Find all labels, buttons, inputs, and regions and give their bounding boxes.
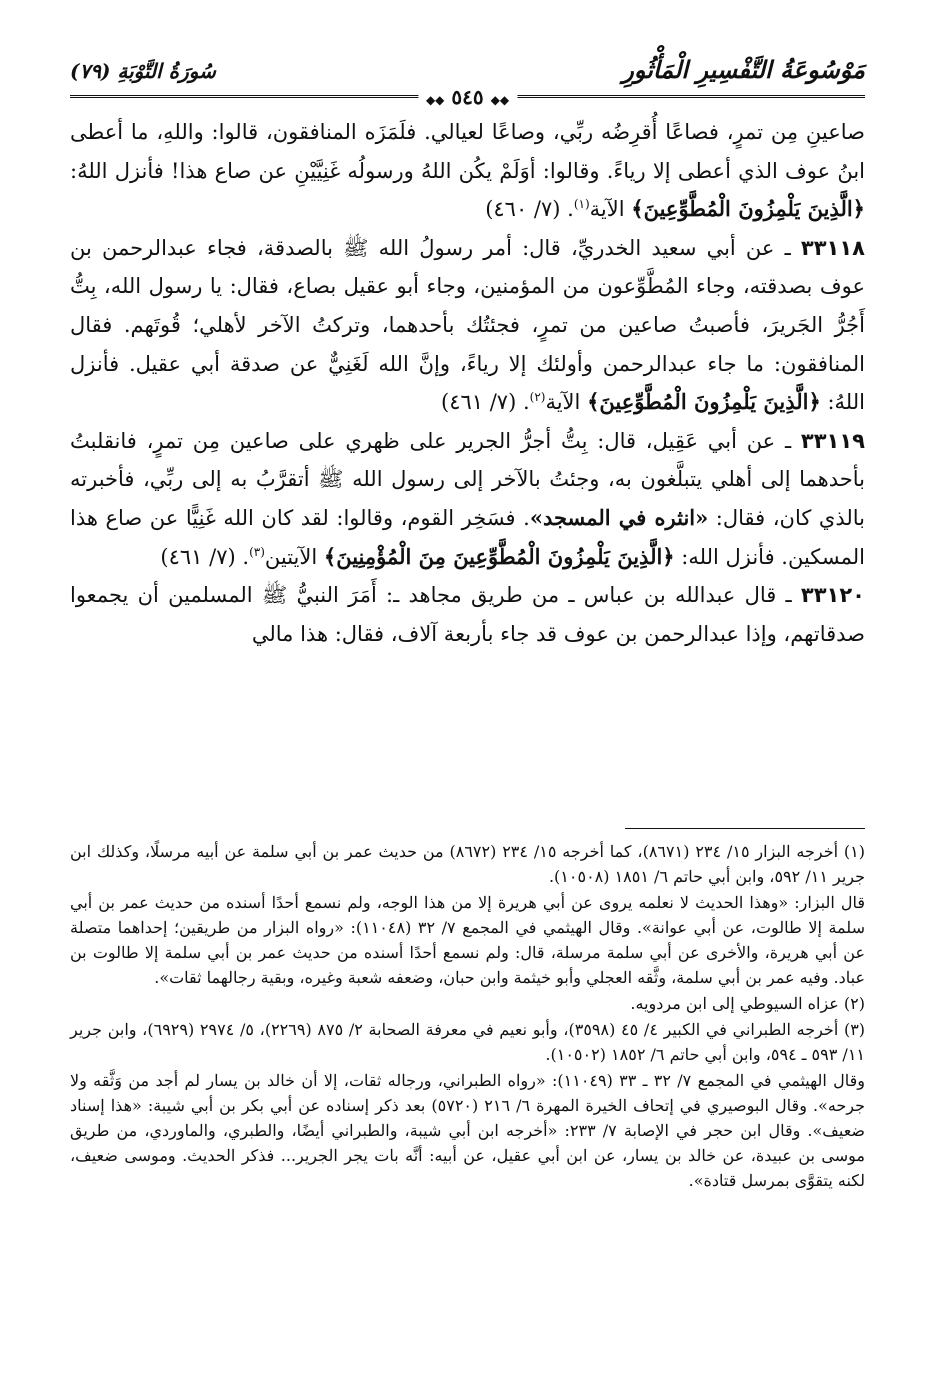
prophet-quote: «انثره في المسجد» — [529, 504, 709, 530]
hadith-entry: ٣٣١١٩ ـ عن أبي عَقِيل، قال: بِتُّ أجرُّ الجرير على ظهري على صاعين مِن تمرٍ، فانقلبتُ بأحدهما إلى أهلي يتبلَّغون به، وجئتُ بالآخر إلى رسول الله ﷺ أتقرَّبُ به إلى ربِّي، فأخبرته بالذي كان، فقال: «انثره في المسجد». فسَخِر القوم، وقالوا: لقد كان الله غَنِيًّا عن صاع هذا المسكين. فأنزل الله: ﴿الَّذِينَ يَلْمِزُونَ الْمُطَّوِّعِينَ مِنَ الْمُؤْمِنِينَ﴾ الآيتين$^{(٣)}$. (٧/ ٤٦١) — [70, 428, 865, 569]
footnote: (١) أخرجه البزار ١٥/ ٢٣٤ (٨٦٧١)، كما أخرجه ١٥/ ٢٣٤ (٨٦٧٢) من حديث عمر بن أبي سلمة عن أبيه مرسلًا، وكذلك ابن جرير ١١/ ٥٩٢، وابن أبي حاتم ٦/ ١٨٥١ (١٠٥٠٨). — [70, 842, 866, 886]
volume-reference: . (٧/ ٤٦٠) — [485, 197, 574, 222]
ornament-icon: ◆◆ — [490, 93, 510, 107]
surah-label: سُورَةُ التَّوْبَةِ (٧٩) — [70, 59, 216, 83]
quran-quote: ﴿الَّذِينَ يَلْمِزُونَ الْمُطَّوِّعِينَ مِنَ الْمُؤْمِنِينَ﴾ — [323, 543, 675, 569]
footnote-marker: (٣) — [249, 544, 265, 559]
hadith-number: ٣٣١١٩ — [800, 428, 865, 453]
quran-quote: ﴿الَّذِينَ يَلْمِزُونَ الْمُطَّوِّعِينَ﴾ — [587, 389, 821, 415]
intro-paragraph: صاعينِ مِن تمرٍ، فصاعًا أُقرِضُه ربِّي، وصاعًا لعيالي. فلَمَزَه المنافقون، قالوا: واللهِ، ما أعطى ابنُ عوف الذي أعطى إلا رياءً. وقالوا: أوَلَمْ يكُن اللهُ ورسولُه غَنِيَّيْنِ عن صاع هذا! فأنزل اللهُ: ﴿الَّذِينَ يَلْمِزُونَ الْمُطَّوِّعِينَ﴾ الآية$^{(١)}$. (٧/ ٤٦٠) — [70, 120, 865, 222]
footnote-marker: (١) — [573, 197, 590, 212]
volume-reference: . (٧/ ٤٦١) — [440, 390, 530, 415]
page-number-block — [418, 85, 517, 109]
page-header — [70, 55, 865, 109]
footnote: (٢) عزاه السيوطي إلى ابن مردويه. — [630, 994, 865, 1013]
footnote: وقال الهيثمي في المجمع ٧/ ٣٢ ـ ٣٣ (١١٠٤٩): «رواه الطبراني، ورجاله ثقات، إلا أن خالد بن يسار لم أجد من وَثَّقه ولا جرحه». وقال البوصيري في إتحاف الخيرة المهرة ٦/ ٢١٦ (٥٧٢٠) بعد ذكر إسناده عن أبي بكر بن أبي شيبة: «هذا إسناد ضعيف». وقال ابن حجر في الإصابة ٧/ ٢٣٣: «أخرجه ابن أبي شيبة، والطبراني أيضًا، والطبري، والماوردي، من طريق موسى بن عبيدة، عن خالد بن يسار، عن ابن أبي عقيل، عن أبيه: أنَّه بات يجر الجرير... فذكر الحديث. وموسى ضعيف، لكنه يتقوَّى بمرسل قتادة». — [70, 1071, 866, 1190]
ornament-icon: ◆◆ — [425, 93, 445, 107]
hadith-entry: ٣٣١١٨ ـ عن أبي سعيد الخدريِّ، قال: أمر رسولُ الله ﷺ بالصدقة، فجاء عبدالرحمن بن عوف بصدقته، وجاء المُطَّوِّعون من المؤمنين، وجاء أبو عقيل بصاع، فقال: يا رسول الله، بِتُّ أَجُرُّ الجَريرَ، فأصبتُ صاعين من تمرٍ، فجئتُك بأحدهما، وتركتُ الآخر لأهلي؛ قُوتَهم. فقال المنافقون: ما جاء عبدالرحمن وأولئك إلا رياءً، وإنَّ الله لَغَنِيٌّ عن صدقة أبي عقيل. فأنزل اللهُ: ﴿الَّذِينَ يَلْمِزُونَ الْمُطَّوِّعِينَ﴾ الآية$^{(٢)}$. (٧/ ٤٦١) — [70, 235, 865, 415]
footnote-divider — [625, 828, 865, 829]
main-text — [70, 113, 865, 653]
footnote-marker: (٢) — [529, 390, 546, 405]
footnote: قال البزار: «وهذا الحديث لا نعلمه يروى عن أبي هريرة إلا من هذا الوجه، ولم نسمع أحدًا أسنده من حديث عمر بن أبي سلمة إلا طالوت، عن أبي عوانة». وقال الهيثمي في المجمع ٧/ ٣٢ (١١٠٤٨): «رواه البزار من طريقين؛ إحداهما متصلة عن أبي هريرة، والأخرى عن أبي سلمة مرسلة، قال: ولم نسمع أحدًا أسنده من حديث عمر بن أبي سلمة إلا طالوت بن عباد. وفيه عمر بن أبي سلمة، وثَّقه العجلي وأبو خيثمة وابن حبان، وضعفه شعبة وغيره، وبقية رجالهما ثقات». — [70, 893, 866, 987]
hadith-number: ٣٣١١٨ — [800, 235, 865, 260]
book-title: مَوْسُوعَةُ التَّفْسِيرِ الْمَأْثُورِ — [622, 55, 865, 84]
footnotes — [70, 839, 865, 1194]
hadith-entry: ٣٣١٢٠ ـ قال عبدالله بن عباس ـ من طريق مجاهد ـ: أَمَرَ النبيُّ ﷺ المسلمين أن يجمعوا صدقاتهم، وإذا عبدالرحمن بن عوف قد جاء بأربعة آلاف، فقال: هذا مالي — [70, 583, 865, 646]
page-number: ٥٤٥ — [451, 85, 484, 109]
hadith-number: ٣٣١٢٠ — [800, 583, 865, 608]
quran-quote: ﴿الَّذِينَ يَلْمِزُونَ الْمُطَّوِّعِينَ﴾ — [631, 196, 865, 222]
volume-reference: . (٧/ ٤٦١) — [160, 544, 250, 569]
footnote: (٣) أخرجه الطبراني في الكبير ٤/ ٤٥ (٣٥٩٨)، وأبو نعيم في معرفة الصحابة ٢/ ٨٧٥ (٢٢٦٩)، ٥/ ٢٩٧٤ (٦٩٢٩)، وابن جرير ١١/ ٥٩٣ ـ ٥٩٤، وابن أبي حاتم ٦/ ١٨٥٢ (١٠٥٠٢). — [70, 1020, 866, 1064]
